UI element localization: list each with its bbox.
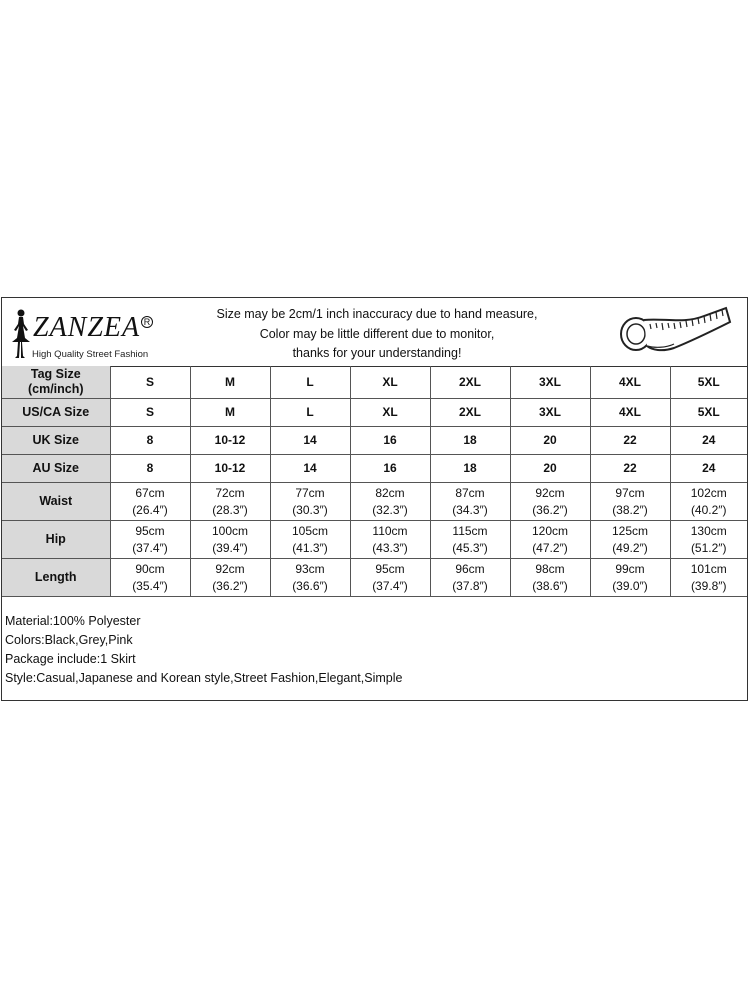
size-cell: 22 [590,427,670,455]
size-cell: 2XL [430,366,510,399]
size-cell: 22 [590,455,670,483]
measure-inch: (36.6″) [292,578,328,593]
row-header: Tag Size (cm/inch) [2,366,110,399]
row-header: AU Size [2,455,110,483]
measure-cm: 98cm [535,561,565,576]
size-cell: 14 [270,427,350,455]
measure-cell [590,521,670,559]
style-text: Style:Casual,Japanese and Korean style,Street Fashion,Elegant,Simple [5,671,403,685]
size-cell: S [110,366,190,399]
measure-cm: 93cm [295,561,325,576]
measure-cm: 115cm [452,523,488,538]
row-header: UK Size [2,427,110,455]
size-cell: 2XL [430,399,510,427]
measure-cell [430,559,510,597]
fashion-woman-icon [8,308,34,360]
chart-header [2,298,747,367]
size-cell: 3XL [510,366,590,399]
measure-cm: 125cm [611,523,649,538]
measure-cell [510,521,590,559]
size-chart [1,297,748,701]
row-header: Waist [2,483,110,521]
measure-cell [110,559,190,597]
table-row [2,483,747,521]
size-cell: 24 [670,455,747,483]
size-cell: 8 [110,455,190,483]
size-cell: XL [350,399,430,427]
measure-cm: 105cm [291,523,329,538]
size-cell: 8 [110,427,190,455]
measure-cm: 99cm [615,561,645,576]
size-cell: XL [350,366,430,399]
measure-cell [350,559,430,597]
table-row [2,399,747,427]
size-cell: 10-12 [190,427,270,455]
size-cell: L [270,399,350,427]
measure-cell [670,521,747,559]
size-cell: 18 [430,455,510,483]
measure-cell [670,483,747,521]
measure-inch: (39.4″) [212,540,248,555]
measure-cm: 77cm [295,485,325,500]
measure-inch: (47.2″) [532,540,568,555]
measure-inch: (35.4″) [132,578,168,593]
measure-inch: (43.3″) [372,540,408,555]
row-header: Hip [2,521,110,559]
measure-inch: (36.2″) [212,578,248,593]
measure-cm: 130cm [690,523,727,538]
measure-cm: 100cm [211,523,249,538]
table-row [2,559,747,597]
size-cell: 4XL [590,399,670,427]
size-cell: 24 [670,427,747,455]
measure-cell [270,521,350,559]
measure-cm: 102cm [690,485,727,500]
size-cell: 5XL [670,366,747,399]
brand-tagline: High Quality Street Fashion [32,349,149,360]
measuring-tape-icon [614,304,734,360]
measure-inch: (41.3″) [292,540,328,555]
size-cell: L [270,366,350,399]
size-table [2,366,747,597]
measure-cell [350,483,430,521]
measure-inch: (40.2″) [690,502,727,517]
measure-cell [190,521,270,559]
table-row [2,366,747,399]
notice-line-2: Color may be little different due to monitor, [259,326,495,341]
material-text: Material:100% Polyester [5,614,141,628]
table-row [2,427,747,455]
measure-cm: 110cm [372,523,408,538]
measure-cm: 92cm [215,561,245,576]
measure-cm: 95cm [375,561,405,576]
row-header: US/CA Size [2,399,110,427]
measure-cell [510,559,590,597]
size-cell: 16 [350,455,430,483]
package-text: Package include:1 Skirt [5,652,136,666]
colors-text: Colors:Black,Grey,Pink [5,633,133,647]
notice-line-3: thanks for your understanding! [292,346,462,360]
measure-inch: (39.0″) [612,578,648,593]
measure-inch: (32.3″) [372,502,408,517]
size-cell: M [190,399,270,427]
measure-cm: 67cm [135,485,165,500]
measure-cell [510,483,590,521]
measure-inch: (51.2″) [690,540,727,555]
measure-cell [110,521,190,559]
measure-cell [590,559,670,597]
table-row [2,521,747,559]
measure-inch: (37.8″) [452,578,488,593]
measure-inch: (28.3″) [212,502,248,517]
size-cell: 3XL [510,399,590,427]
size-cell: 4XL [590,366,670,399]
measure-inch: (45.3″) [452,540,488,555]
measure-cm: 92cm [535,485,565,500]
measure-cell [110,483,190,521]
measurement-notice [162,305,592,364]
measure-cell [350,521,430,559]
notice-line-1: Size may be 2cm/1 inch inaccuracy due to hand measure, [216,307,538,321]
measure-inch: (30.3″) [292,502,328,517]
measure-cell [430,483,510,521]
measure-inch: (37.4″) [372,578,408,593]
measure-cm: 82cm [375,485,405,500]
measure-cm: 90cm [135,561,165,576]
measure-inch: (37.4″) [132,540,168,555]
measure-inch: (36.2″) [532,502,568,517]
size-cell: S [110,399,190,427]
measure-cm: 96cm [455,561,485,576]
measure-cm: 87cm [455,485,485,500]
measure-cell [190,483,270,521]
measure-cm: 95cm [135,523,165,538]
measure-inch: (38.6″) [532,578,568,593]
measure-cell [190,559,270,597]
measure-cm: 120cm [531,523,569,538]
measure-cell [670,559,747,597]
size-cell: 20 [510,455,590,483]
measure-inch: (34.3″) [452,502,488,517]
measure-inch: (39.8″) [690,578,727,593]
measure-cm: 101cm [690,561,727,576]
product-info [5,612,402,688]
size-cell: 16 [350,427,430,455]
size-cell: 20 [510,427,590,455]
size-cell: 18 [430,427,510,455]
measure-cell [270,483,350,521]
measure-cm: 72cm [215,485,245,500]
measure-inch: (49.2″) [612,540,648,555]
size-cell: 14 [270,455,350,483]
size-cell: M [190,366,270,399]
row-header: Length [2,559,110,597]
registered-mark: R [141,316,153,328]
brand-logo [6,306,156,362]
measure-cell [590,483,670,521]
measure-cm: 97cm [615,485,645,500]
measure-inch: (38.2″) [612,502,648,517]
brand-name: ZANZEA [33,312,141,343]
measure-cell [430,521,510,559]
measure-inch: (26.4″) [132,502,168,517]
table-row [2,455,747,483]
size-cell: 10-12 [190,455,270,483]
size-cell: 5XL [670,399,747,427]
measure-cell [270,559,350,597]
